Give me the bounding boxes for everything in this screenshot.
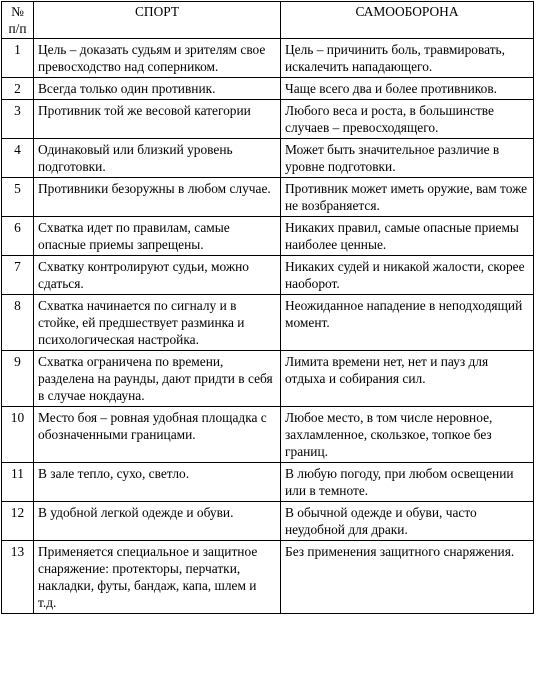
self-defense-cell: Цель – причинить боль, травмировать, искалечить нападающего. — [281, 39, 534, 78]
row-number: 7 — [2, 256, 34, 295]
table-row — [2, 100, 534, 139]
self-defense-cell: Лимита времени нет, нет и пауз для отдыха и собирания сил. — [281, 351, 534, 407]
row-number: 3 — [2, 100, 34, 139]
row-number: 8 — [2, 295, 34, 351]
sport-cell: Схватка начинается по сигналу и в стойке, ей предшествует разминка и психологическая настройка. — [34, 295, 281, 351]
header-number-line1: № — [11, 4, 24, 19]
row-number: 2 — [2, 78, 34, 100]
self-defense-cell: Любого веса и роста, в большинстве случаев – превосходящего. — [281, 100, 534, 139]
self-defense-cell: Может быть значительное различие в уровне подготовки. — [281, 139, 534, 178]
sport-cell: Противники безоружны в любом случае. — [34, 178, 281, 217]
row-number: 6 — [2, 217, 34, 256]
row-number: 1 — [2, 39, 34, 78]
header-number-line2: п/п — [8, 21, 27, 36]
table-row — [2, 407, 534, 463]
table-row — [2, 39, 534, 78]
self-defense-cell: В любую погоду, при любом освещении или в темноте. — [281, 463, 534, 502]
table-row — [2, 78, 534, 100]
header-row — [2, 2, 534, 39]
table-row — [2, 463, 534, 502]
row-number: 4 — [2, 139, 34, 178]
sport-cell: Схватка ограничена по времени, разделена на раунды, дают придти в себя в случае нокдауна. — [34, 351, 281, 407]
self-defense-cell: Противник может иметь оружие, вам тоже не возбраняется. — [281, 178, 534, 217]
table-body — [2, 39, 534, 614]
sport-cell: Всегда только один противник. — [34, 78, 281, 100]
header-number — [2, 2, 34, 39]
sport-cell: Место боя – ровная удобная площадка с обозначенными границами. — [34, 407, 281, 463]
self-defense-cell: Без применения защитного снаряжения. — [281, 541, 534, 614]
header-self-defense: САМООБОРОНА — [281, 2, 534, 39]
table-row — [2, 217, 534, 256]
table-row — [2, 256, 534, 295]
sport-cell: В зале тепло, сухо, светло. — [34, 463, 281, 502]
self-defense-cell: Неожиданное нападение в неподходящий момент. — [281, 295, 534, 351]
self-defense-cell: Любое место, в том числе неровное, захламленное, скользкое, топкое без границ. — [281, 407, 534, 463]
row-number: 9 — [2, 351, 34, 407]
header-sport: СПОРТ — [34, 2, 281, 39]
row-number: 10 — [2, 407, 34, 463]
row-number: 13 — [2, 541, 34, 614]
row-number: 12 — [2, 502, 34, 541]
row-number: 5 — [2, 178, 34, 217]
table-row — [2, 139, 534, 178]
row-number: 11 — [2, 463, 34, 502]
table-row — [2, 351, 534, 407]
self-defense-cell: В обычной одежде и обуви, часто неудобной для драки. — [281, 502, 534, 541]
table-row — [2, 541, 534, 614]
sport-cell: Применяется специальное и защитное снаряжение: протекторы, перчатки, накладки, футы, бандаж, капа, шлем и т.д. — [34, 541, 281, 614]
table-row — [2, 178, 534, 217]
table-row — [2, 295, 534, 351]
sport-cell: Цель – доказать судьям и зрителям свое превосходство над соперником. — [34, 39, 281, 78]
self-defense-cell: Никаких судей и никакой жалости, скорее наоборот. — [281, 256, 534, 295]
comparison-table — [1, 1, 534, 614]
self-defense-cell: Никаких правил, самые опасные приемы наиболее ценные. — [281, 217, 534, 256]
sport-cell: В удобной легкой одежде и обуви. — [34, 502, 281, 541]
sport-cell: Схватку контролируют судьи, можно сдаться. — [34, 256, 281, 295]
self-defense-cell: Чаще всего два и более противников. — [281, 78, 534, 100]
sport-cell: Противник той же весовой категории — [34, 100, 281, 139]
sport-cell: Одинаковый или близкий уровень подготовки. — [34, 139, 281, 178]
sport-cell: Схватка идет по правилам, самые опасные приемы запрещены. — [34, 217, 281, 256]
table-row — [2, 502, 534, 541]
